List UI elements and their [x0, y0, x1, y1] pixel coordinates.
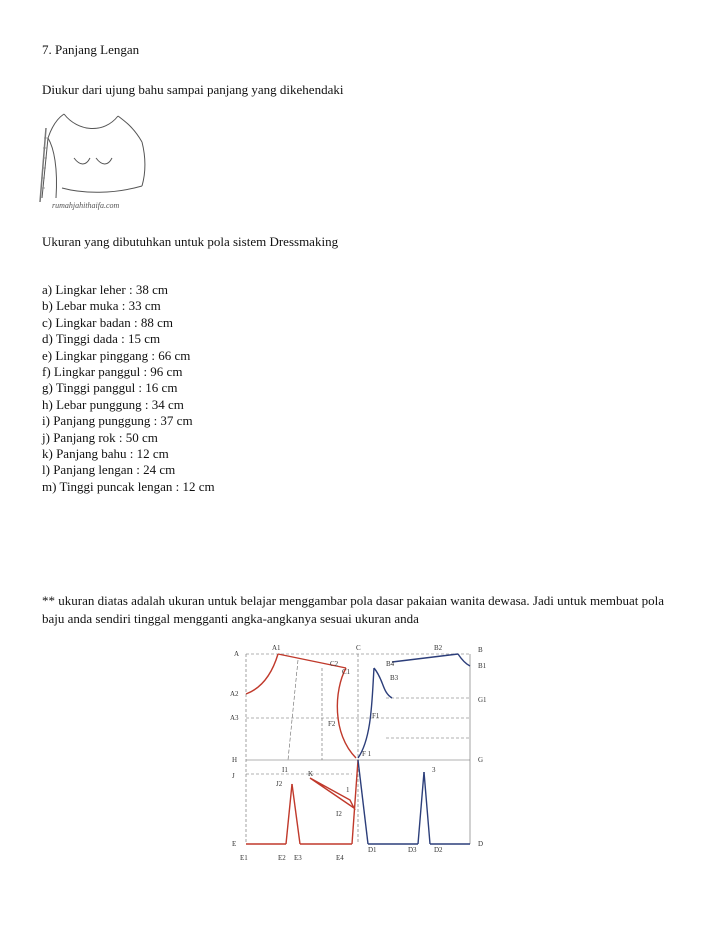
note-text: ** ukuran diatas adalah ukuran untuk belajar menggambar pola dasar pakaian wanita dewasa. Jadi untuk membuat pola baju anda sendiri tinggal mengganti angka-angkanya sesuai ukuran anda — [42, 593, 664, 626]
point-label: D1 — [368, 846, 377, 854]
point-label: 1 — [346, 786, 350, 794]
sleeve-measure-sketch — [34, 108, 154, 218]
point-label: 3 — [432, 766, 436, 774]
point-label: E4 — [336, 854, 344, 862]
list-item: k) Panjang bahu : 12 cm — [42, 445, 169, 461]
point-label: B1 — [478, 662, 487, 670]
point-label: G1 — [478, 696, 487, 704]
list-item: e) Lingkar pinggang : 66 cm — [42, 347, 191, 363]
point-label: A — [234, 650, 240, 658]
point-label: A3 — [230, 714, 239, 722]
point-label: B4 — [386, 660, 395, 668]
section-heading: 7. Panjang Lengan — [42, 42, 140, 57]
list-item: i) Panjang punggung : 37 cm — [42, 413, 193, 429]
point-label: I1 — [282, 766, 288, 774]
sub-heading: Ukuran yang dibutuhkan untuk pola sistem Dressmaking — [42, 234, 339, 249]
list-item: m) Tinggi puncak lengan : 12 cm — [42, 478, 215, 494]
list-item: b) Lebar muka : 33 cm — [42, 298, 161, 314]
list-item: f) Lingkar panggul : 96 cm — [42, 363, 183, 379]
point-label: D2 — [434, 846, 443, 854]
point-label: E — [232, 840, 237, 848]
point-label: D3 — [408, 846, 417, 854]
point-label: F2 — [328, 720, 336, 728]
list-item: j) Panjang rok : 50 cm — [42, 429, 158, 445]
list-item: l) Panjang lengan : 24 cm — [42, 462, 176, 478]
point-label: E3 — [294, 854, 302, 862]
point-label: C — [356, 644, 361, 652]
point-label: B — [478, 646, 483, 654]
list-item: h) Lebar punggung : 34 cm — [42, 396, 184, 412]
point-label: G — [478, 756, 484, 764]
list-item: d) Tinggi dada : 15 cm — [42, 331, 161, 347]
point-label: K — [308, 770, 314, 778]
point-label: C1 — [342, 668, 351, 676]
point-label: E1 — [240, 854, 248, 862]
intro-text: Diukur dari ujung bahu sampai panjang yang dikehendaki — [42, 82, 344, 97]
point-label: H — [232, 756, 238, 764]
point-label: E2 — [278, 854, 286, 862]
point-label: B3 — [390, 674, 399, 682]
list-item: c) Lingkar badan : 88 cm — [42, 314, 174, 330]
point-label: B2 — [434, 644, 443, 652]
point-label: F 1 — [362, 750, 372, 758]
point-label: D — [478, 840, 484, 848]
list-item: g) Tinggi panggul : 16 cm — [42, 380, 178, 396]
point-label: J — [232, 772, 235, 780]
point-label: C2 — [330, 660, 339, 668]
sketch-watermark: rumahjahithaifa.com — [52, 201, 120, 210]
list-item: a) Lingkar leher : 38 cm — [42, 282, 168, 297]
point-label: F1 — [372, 712, 380, 720]
point-label: I2 — [336, 810, 342, 818]
back-pattern-piece — [358, 654, 470, 844]
dressmaking-pattern-diagram — [222, 638, 494, 870]
point-label: J2 — [276, 780, 283, 788]
point-label: A1 — [272, 644, 281, 652]
point-label: A2 — [230, 690, 239, 698]
measurement-list — [42, 282, 215, 495]
